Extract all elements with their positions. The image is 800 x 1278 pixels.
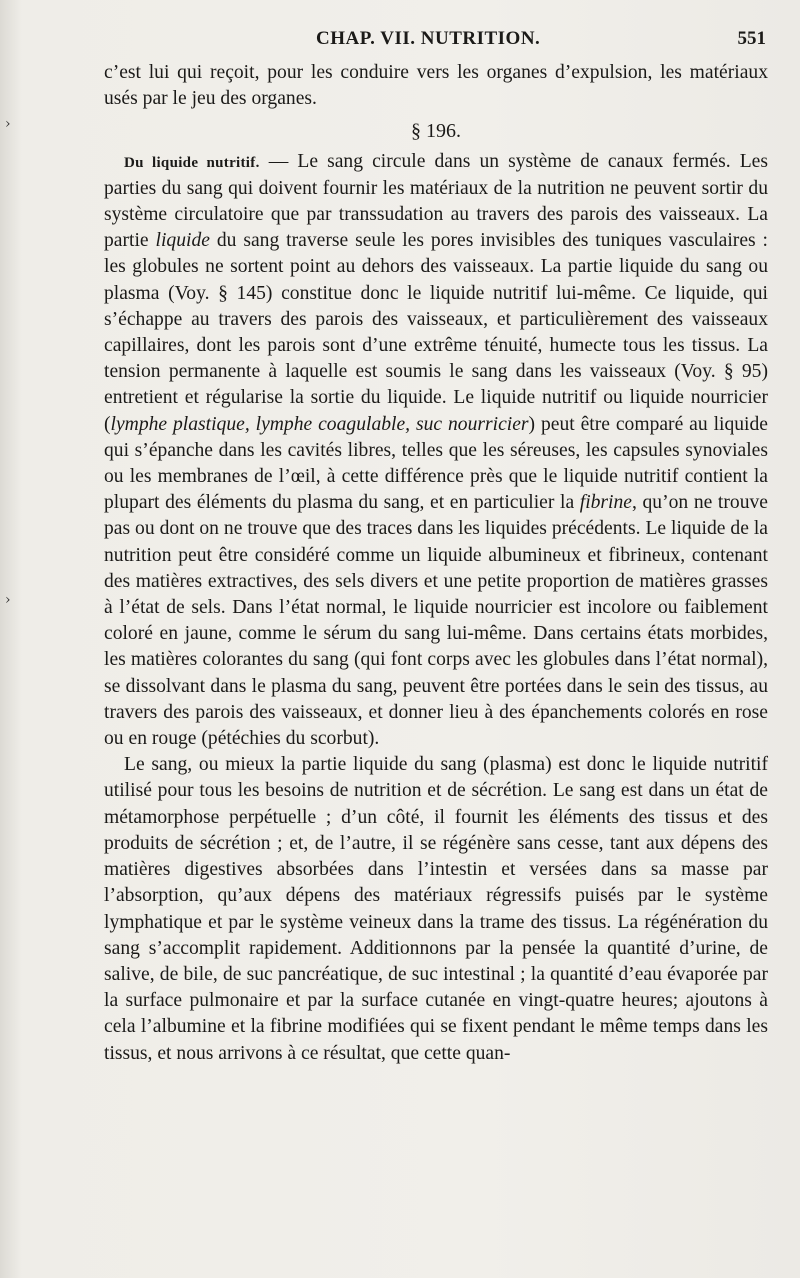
margin-mark: › [5,592,11,608]
text-segment: ) peut être comparé au liquide qui s’épanche dans les cavités libres, telles que les séreuses, les capsules synoviales ou les membranes de l’œil, à cette différence près que le liquide nutritif contient la plupart des éléments du plasma du sang, et en particulier la [104,413,768,514]
paragraph-sang: Le sang, ou mieux la partie liquide du sang (plasma) est donc le liquide nutritif utilisé pour tous les besoins de nutrition et de sécrétion. Le sang est dans un état de métamorphose perpétuelle ; d’un côté, il fournit les éléments des tissus et des produits de sécrétion ; et, de l’autre, il se régénère sans cesse, tant aux dépens des matières digestives absorbées dans l’intestin et versées dans sa masse par l’absorption, qu’aux dépens des matériaux régressifs puisés par le système lymphatique et par le système veineux dans la trame des tissus. La régénération du sang s’accomplit rapidement. Additionnons par la pensée la quantité d’urine, de salive, de bile, de suc pancréatique, de suc intestinal ; la quantité d’eau évaporée par la surface pulmonaire et par la surface cutanée en vingt-quatre heures; ajoutons à cela l’albumine et la fibrine modifiées qui se fixent pendant le même temps dans les tissus, et nous arrivons à ce résultat, que cette quan- [104,754,768,1064]
text-segment: — Le sang circule dans un système de canaux fermés. Les parties du sang qui doivent fournir les matériaux de la nutrition ne peuvent sortir du système circulatoire que par transsudation au travers des parois des vaisseaux. La partie [104,150,768,252]
run-in-heading: Du liquide nutritif. [124,154,260,171]
text-segment: du sang traverse seule les pores invisibles des tuniques vasculaires : les globules ne sortent point au dehors des vaisseaux. La partie liquide du sang ou plasma (Voy. § 145) constitue donc le liquide nutritif lui-même. Ce liquide, qui s’échappe au travers des parois des vaisseaux, et particulièrement des vaisseaux capillaires, dont les parois sont d’une extrême ténuité, humecte tous les tissus. La tension permanente à laquelle est soumis le sang dans les vaisseaux (Voy. § 95) entretient et régularise la sortie du liquide. Le liquide nutritif ou liquide nourricier ( [104,230,768,435]
italic-term: fibrine [579,492,632,514]
margin-mark: › [5,116,11,132]
text-segment: , qu’on ne trouve pas ou dont on ne trouve que des traces dans les liquides précédents. Le liquide de la nutrition peut être considéré comme un liquide albumineux et fibrineux, contenant des matières extractives, des sels divers et une petite proportion de matières grasses à l’état de sels. Dans l’état normal, le liquide nourricier est incolore ou faiblement coloré en jaune, comme le sérum du sang lui-même. Dans certains états morbides, les matières colorantes du sang (qui font corps avec les globules dans l’état normal), se dissolvant dans le plasma du sang, peuvent être portées dans le sein des tissus, au travers des parois des vaisseaux, et donner lieu à des épanchements colorés en rose ou en rouge (pétéchies du scorbut). [104,492,768,750]
intro-paragraph: c’est lui qui reçoit, pour les conduire vers les organes d’expulsion, les matériaux usés par le jeu des organes. [104,62,768,110]
italic-term: lymphe plastique, lymphe coagulable, suc nourricier [110,413,529,435]
paragraph-liquide-nutritif [104,149,768,753]
page-number: 551 [737,28,766,49]
italic-term: liquide [155,230,210,252]
chapter-title: CHAP. VII. NUTRITION. [316,28,541,49]
section-heading: § 196. [411,120,461,143]
page-body [104,60,768,1067]
running-header [104,28,766,58]
